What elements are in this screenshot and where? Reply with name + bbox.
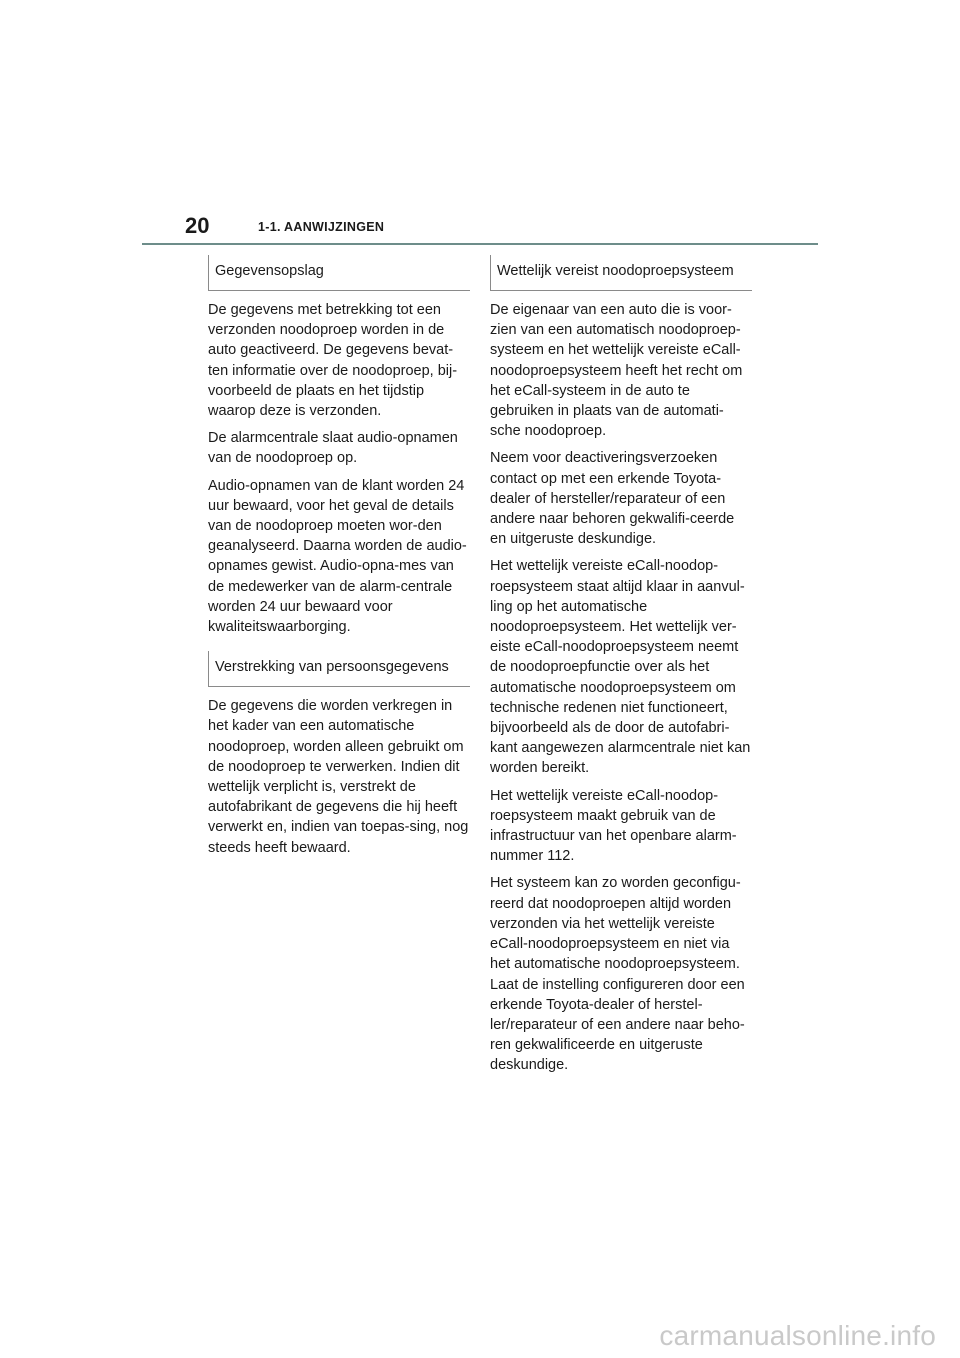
paragraph: De gegevens die worden verkregen in het kader van een automatische noodoproep, worden alleen gebruikt om de noodoproep te verwerken. Indien dit wettelijk verplicht is, verstrekt de autofabrikant de gegevens die hij heeft verwerkt en, indien van toepas-sing, nog steeds heeft bewaard. — [208, 698, 469, 856]
paragraph: De gegevens met betrekking tot een verzonden noodoproep worden in de auto geactiveerd. De gegevens bevat-ten informatie over de noodoproep, bij-voorbeeld de plaats en het tijdstip waarop deze is verzonden. — [208, 302, 458, 420]
page-number: 20 — [185, 213, 210, 238]
subheading-wettelijk-vereist: Wettelijk vereist noodoproepsysteem — [490, 255, 752, 291]
paragraph: Het wettelijk vereiste eCall-noodop-roepsysteem staat altijd klaar in aanvul-ling op het automatische noodoproepsysteem. Het wettelijk ver-eiste eCall-noodoproepsysteem neemt de noodoproepfunctie over als het automatische noodoproepsysteem om technische redenen niet functioneert, bijvoorbeeld als de door de autofabri-kant aangewezen alarmcentrale niet kan worden bereikt. — [490, 558, 751, 777]
header-divider — [142, 243, 818, 245]
paragraph: Audio-opnamen van de klant worden 24 uur bewaard, voor het geval de details van de noodoproep moeten wor-den geanalyseerd. Daarna worden de audio-opnames gewist. Audio-opna-mes van de medewerker van de alarm-centrale worden 24 uur bewaard voor kwaliteitswaarborging. — [208, 477, 467, 636]
subheading-gegevensopslag: Gegevensopslag — [208, 255, 470, 291]
left-column — [208, 255, 470, 865]
right-column — [490, 255, 752, 1083]
section-label: 1-1. AANWIJZINGEN — [258, 220, 385, 234]
paragraph: Het systeem kan zo worden geconfigu-reerd dat noodoproepen altijd worden verzonden via het wettelijk vereiste eCall-noodoproepsysteem en niet via het automatische noodoproepsysteem. Laat de instelling configureren door een erkende Toyota-dealer of herstel-ler/reparateur of een andere naar beho-ren gekwalificeerde en uitgeruste deskundige. — [490, 875, 745, 1074]
paragraph: De alarmcentrale slaat audio-opnamen van de noodoproep op. — [208, 430, 458, 467]
subheading-verstrekking: Verstrekking van persoonsgegevens — [208, 651, 470, 687]
paragraph: De eigenaar van een auto die is voor-zien van een automatisch noodoproep-systeem en het wettelijk vereiste eCall-noodoproepsysteem heeft het recht om het eCall-systeem in de auto te gebruiken in plaats van de automati-sche noodoproep. — [490, 302, 743, 440]
paragraph: Het wettelijk vereiste eCall-noodop-roepsysteem maakt gebruik van de infrastructuur van het openbare alarm-nummer 112. — [490, 787, 737, 865]
watermark: carmanualsonline.info — [659, 1320, 936, 1351]
paragraph: Neem voor deactiveringsverzoeken contact op met een erkende Toyota-dealer of hersteller/reparateur of een andere naar behoren gekwalifi-ceerde en uitgeruste deskundige. — [490, 450, 735, 548]
